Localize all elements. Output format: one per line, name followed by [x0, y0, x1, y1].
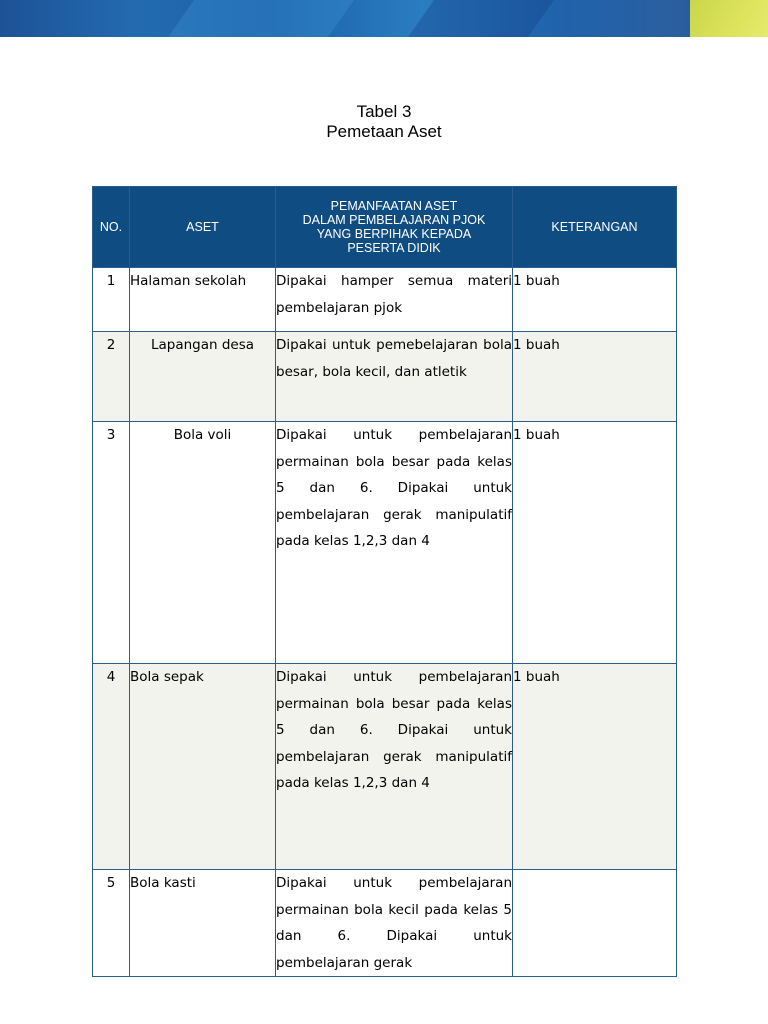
table-number: Tabel 3 — [356, 102, 412, 121]
cell-aset: Bola kasti — [130, 870, 276, 977]
cell-keterangan: 1 buah — [513, 422, 677, 664]
asset-mapping-table — [92, 186, 677, 977]
table-row — [93, 664, 677, 870]
header-pemanfaatan-line: PESERTA DIDIK — [347, 241, 441, 255]
header-keterangan: KETERANGAN — [513, 187, 677, 268]
cell-keterangan: 1 buah — [513, 664, 677, 870]
cell-no: 2 — [93, 332, 130, 422]
cell-aset: Lapangan desa — [130, 332, 276, 422]
header-banner — [0, 0, 768, 37]
cell-keterangan: 1 buah — [513, 268, 677, 332]
cell-pemanfaatan: Dipakai untuk pembelajaran permainan bola kecil pada kelas 5 dan 6. Dipakai untuk pembelajaran gerak — [276, 870, 513, 977]
header-aset: ASET — [130, 187, 276, 268]
cell-aset: Bola voli — [130, 422, 276, 664]
cell-no: 1 — [93, 268, 130, 332]
header-pemanfaatan-line: YANG BERPIHAK KEPADA — [316, 227, 472, 241]
cell-no: 4 — [93, 664, 130, 870]
header-pemanfaatan — [276, 187, 513, 268]
banner-streak — [152, 0, 368, 37]
header-pemanfaatan-line: PEMANFAATAN ASET — [330, 199, 458, 213]
header-pemanfaatan-line: DALAM PEMBELAJARAN PJOK — [302, 213, 486, 227]
cell-keterangan: 1 buah — [513, 332, 677, 422]
table-caption: Pemetaan Aset — [326, 122, 442, 141]
table-row — [93, 422, 677, 664]
table-row — [93, 870, 677, 977]
table-row — [93, 268, 677, 332]
cell-aset: Bola sepak — [130, 664, 276, 870]
cell-keterangan — [513, 870, 677, 977]
cell-pemanfaatan: Dipakai untuk pemebelajaran bola besar, bola kecil, dan atletik — [276, 332, 513, 422]
cell-pemanfaatan: Dipakai untuk pembelajaran permainan bola besar pada kelas 5 dan 6. Dipakai untuk pembelajaran gerak manipulatif pada kelas 1,2,3 dan 4 — [276, 664, 513, 870]
cell-pemanfaatan: Dipakai hamper semua materi pembelajaran pjok — [276, 268, 513, 332]
banner-accent — [690, 0, 768, 37]
cell-no: 3 — [93, 422, 130, 664]
table-title — [0, 102, 768, 142]
banner-streak — [392, 0, 568, 37]
cell-no: 5 — [93, 870, 130, 977]
cell-aset: Halaman sekolah — [130, 268, 276, 332]
header-no: NO. — [93, 187, 130, 268]
table-row — [93, 332, 677, 422]
table-header-row — [93, 187, 677, 268]
cell-pemanfaatan: Dipakai untuk pembelajaran permainan bola besar pada kelas 5 dan 6. Dipakai untuk pembelajaran gerak manipulatif pada kelas 1,2,3 dan 4 — [276, 422, 513, 664]
